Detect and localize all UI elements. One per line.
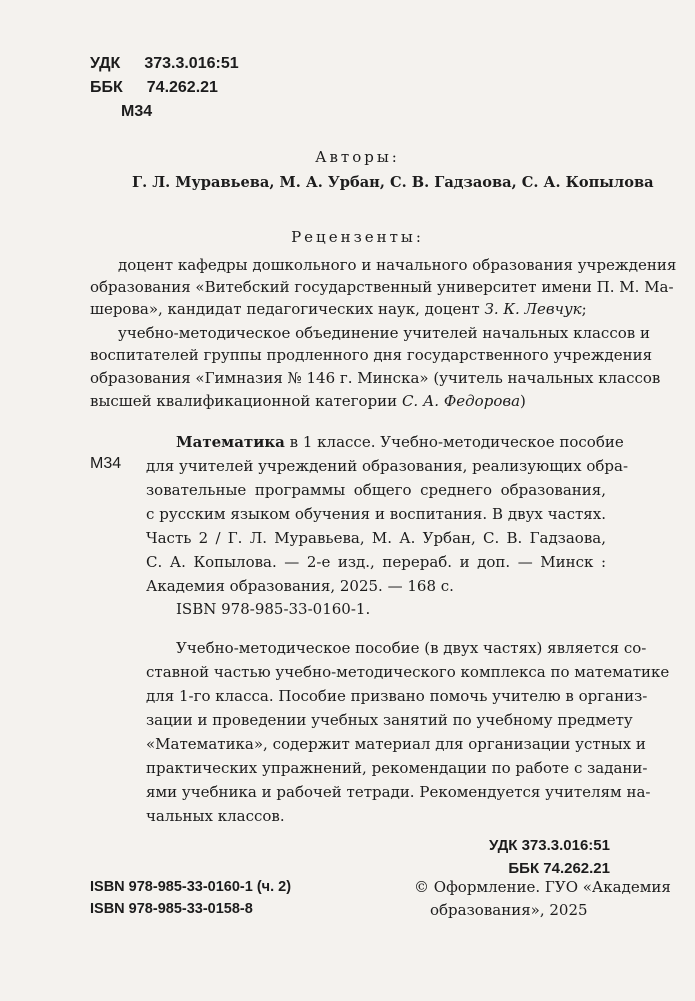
udk-row: [90, 52, 239, 76]
bbk-code: 74.262.21: [146, 79, 218, 96]
footer-isbn-set: ISBN 978-985-33-0158-8: [90, 901, 253, 917]
reviewer2-line2: воспитателей группы продленного дня государственного учреждения: [90, 346, 653, 364]
bbk-label: ББК: [90, 79, 123, 96]
bib-title: Математика: [176, 433, 285, 451]
bib-line5: Часть 2 / Г. Л. Муравьева, М. А. Урбан, С. В. Гадзаова,: [146, 529, 606, 547]
classification-block: [90, 52, 239, 124]
reviewer1-line3: [90, 298, 587, 321]
abstract-line7: ями учебника и рабочей тетради. Рекомендуется учителям на-: [146, 783, 651, 801]
abstract-line2: ставной частью учебно-методического комплекса по математике: [146, 663, 670, 681]
reviewer1-line1: доцент кафедры дошкольного и начального образования учреждения: [118, 256, 677, 274]
reviewer1-line2: образования «Витебский государственный университет имени П. М. Ма-: [90, 278, 674, 296]
authors-heading: Авторы:: [315, 148, 400, 166]
footer-bbk: ББК 74.262.21: [508, 860, 610, 877]
abstract-line1: Учебно-методическое пособие (в двух частях) является со-: [176, 639, 647, 657]
abstract-line5: «Математика», содержит материал для организации устных и: [146, 735, 646, 753]
bib-line4: с русским языком обучения и воспитания. В двух частях.: [146, 505, 606, 523]
udk-label: УДК: [90, 55, 121, 72]
footer-isbn-part2: ISBN 978-985-33-0160-1 (ч. 2): [90, 879, 292, 895]
reviewer2-line4-end: ): [520, 392, 526, 410]
reviewer1-name: З. К. Левчук: [484, 300, 582, 318]
udk-code: 373.3.016:51: [144, 55, 239, 72]
reviewer2-line4: [90, 390, 526, 413]
bib-author-mark: М34: [90, 455, 122, 472]
footer-copyright-line1: © Оформление. ГУО «Академия: [414, 878, 671, 896]
reviewer2-name: С. А. Федорова: [401, 392, 521, 410]
author-mark: М34: [121, 103, 153, 120]
abstract-line8: чальных классов.: [146, 807, 285, 825]
reviewer2-line4-text: высшей квалификационной категории: [90, 392, 402, 410]
bib-line1: [176, 431, 624, 454]
abstract-line3: для 1-го класса. Пособие призвано помочь учителю в организ-: [146, 687, 648, 705]
bib-line6: С. А. Копылова. — 2-е изд., перераб. и доп. — Минск :: [146, 553, 606, 571]
author-mark-row: [90, 100, 239, 124]
bib-line2: для учителей учреждений образования, реализующих обра-: [146, 457, 629, 475]
authors-names: Г. Л. Муравьева, М. А. Урбан, С. В. Гадзаова, С. А. Копылова: [132, 174, 654, 191]
bib-isbn: ISBN 978-985-33-0160-1.: [176, 600, 371, 618]
reviewers-heading: Рецензенты:: [291, 228, 424, 246]
bib-line7: Академия образования, 2025. — 168 с.: [146, 577, 454, 595]
abstract-line4: зации и проведении учебных занятий по учебному предмету: [146, 711, 633, 729]
footer-udk: УДК 373.3.016:51: [489, 837, 610, 854]
reviewer2-line1: учебно-методическое объединение учителей начальных классов и: [118, 324, 650, 342]
reviewer2-line3: образования «Гимназия № 146 г. Минска» (учитель начальных классов: [90, 369, 661, 387]
reviewer1-line3-end: ;: [581, 300, 587, 318]
abstract-line6: практических упражнений, рекомендации по работе с задани-: [146, 759, 648, 777]
reviewer1-line3-text: шерова», кандидат педагогических наук, доцент: [90, 300, 485, 318]
bbk-row: [90, 76, 239, 100]
bib-line3: зовательные программы общего среднего образования,: [146, 481, 606, 499]
bib-line1-rest: в 1 классе. Учебно-методическое пособие: [284, 433, 624, 451]
footer-copyright-line2: образования», 2025: [430, 901, 588, 919]
